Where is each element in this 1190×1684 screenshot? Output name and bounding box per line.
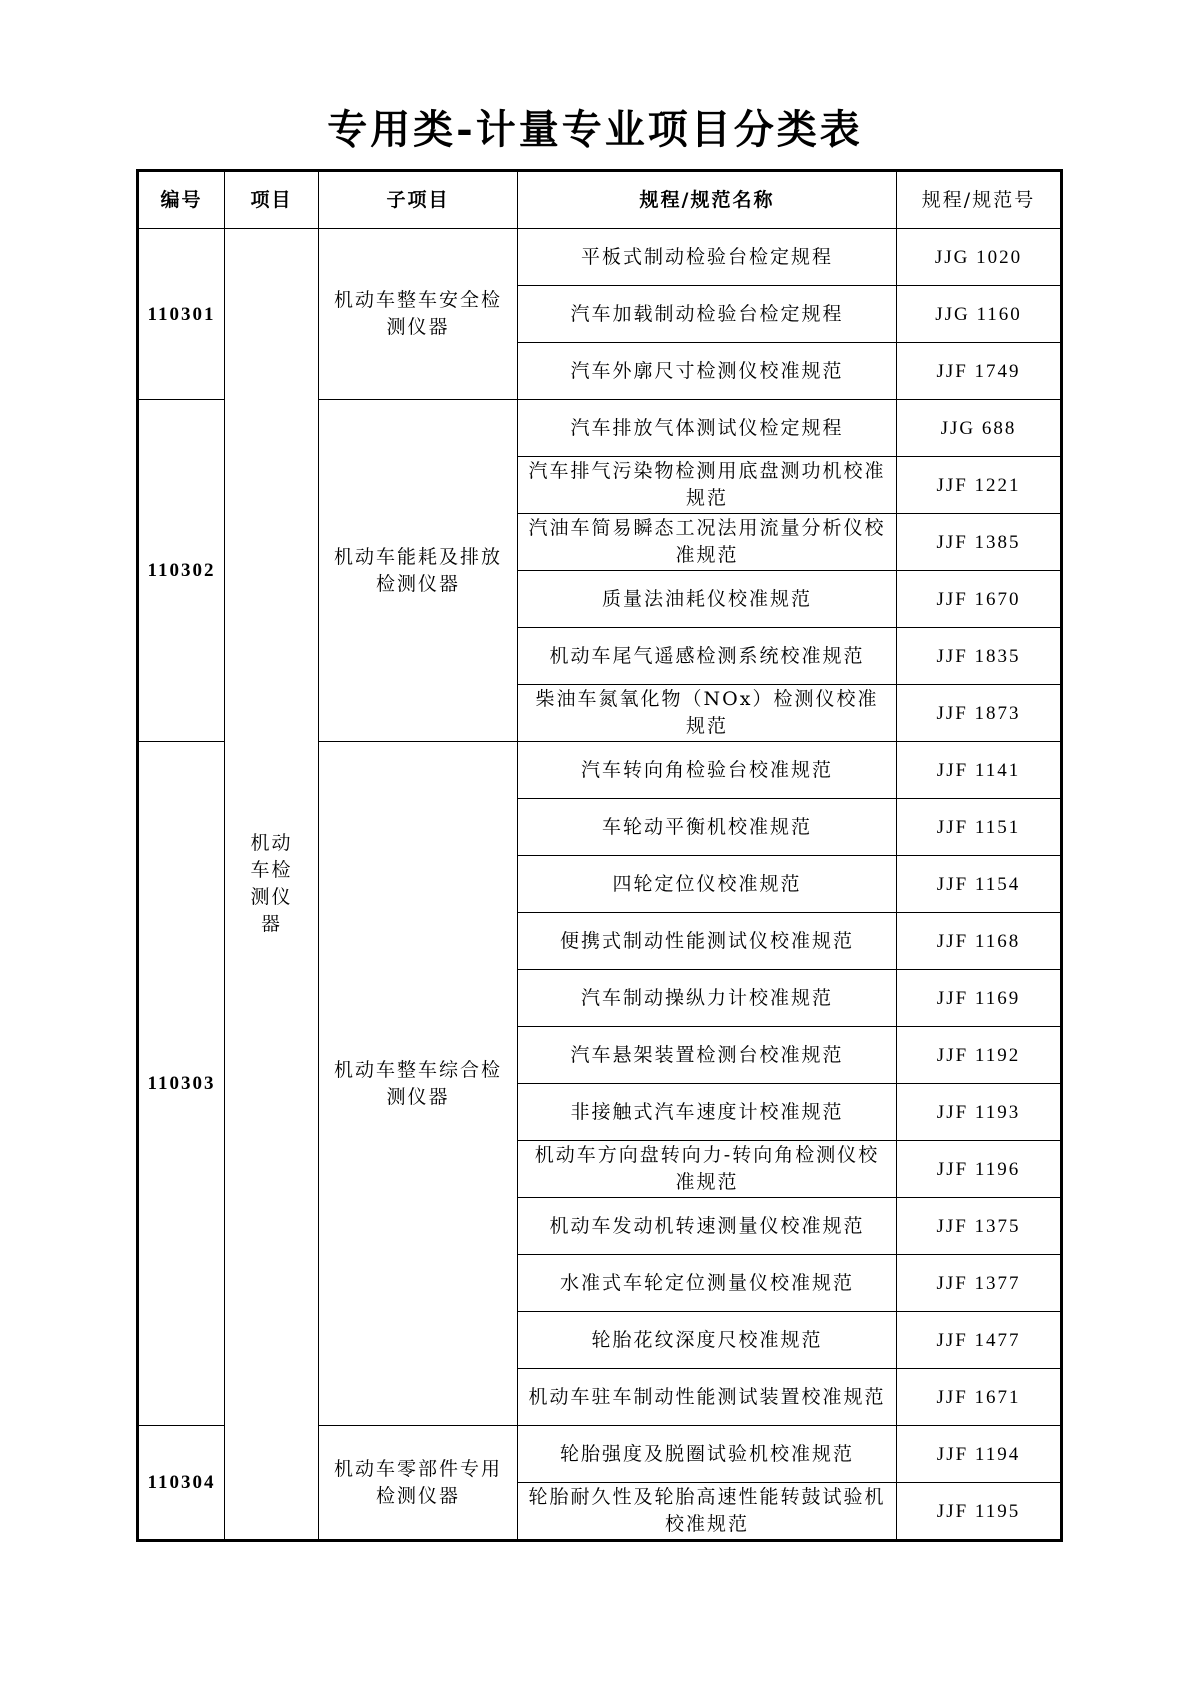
standard-name: 汽车转向角检验台校准规范	[518, 742, 897, 799]
standard-name: 轮胎耐久性及轮胎高速性能转鼓试验机校准规范	[518, 1483, 897, 1541]
standard-number: JJF 1221	[897, 457, 1062, 514]
standard-name: 柴油车氮氧化物（NOx）检测仪校准规范	[518, 685, 897, 742]
standard-number: JJG 1020	[897, 229, 1062, 286]
group-code: 110304	[138, 1426, 225, 1541]
standard-number: JJF 1835	[897, 628, 1062, 685]
standard-number: JJF 1195	[897, 1483, 1062, 1541]
header-number: 规程/规范号	[897, 171, 1062, 229]
standard-name: 汽车外廓尺寸检测仪校准规范	[518, 343, 897, 400]
standard-name: 机动车驻车制动性能测试装置校准规范	[518, 1369, 897, 1426]
classification-table	[136, 169, 1063, 1542]
standard-name: 机动车发动机转速测量仪校准规范	[518, 1198, 897, 1255]
standard-name: 汽油车简易瞬态工况法用流量分析仪校准规范	[518, 514, 897, 571]
standard-name: 水准式车轮定位测量仪校准规范	[518, 1255, 897, 1312]
standard-name: 机动车方向盘转向力-转向角检测仪校准规范	[518, 1141, 897, 1198]
standard-name: 平板式制动检验台检定规程	[518, 229, 897, 286]
group-code: 110303	[138, 742, 225, 1426]
standard-number: JJF 1168	[897, 913, 1062, 970]
header-subitem: 子项目	[319, 171, 518, 229]
standard-number: JJF 1375	[897, 1198, 1062, 1255]
standard-name: 汽车悬架装置检测台校准规范	[518, 1027, 897, 1084]
standard-number: JJF 1671	[897, 1369, 1062, 1426]
standard-number: JJF 1196	[897, 1141, 1062, 1198]
header-row	[138, 171, 1062, 229]
standard-name: 车轮动平衡机校准规范	[518, 799, 897, 856]
standard-number: JJF 1873	[897, 685, 1062, 742]
item-label: 机动车检测仪器	[250, 832, 293, 935]
header-item: 项目	[225, 171, 319, 229]
standard-name: 便携式制动性能测试仪校准规范	[518, 913, 897, 970]
standard-name: 质量法油耗仪校准规范	[518, 571, 897, 628]
subitem-cell: 机动车整车综合检测仪器	[319, 742, 518, 1426]
standard-name: 汽车排气污染物检测用底盘测功机校准规范	[518, 457, 897, 514]
standard-name: 轮胎强度及脱圈试验机校准规范	[518, 1426, 897, 1483]
table-body	[138, 229, 1062, 1541]
standard-number: JJF 1151	[897, 799, 1062, 856]
subitem-cell: 机动车整车安全检测仪器	[319, 229, 518, 400]
header-code: 编号	[138, 171, 225, 229]
page-title: 专用类-计量专业项目分类表	[327, 106, 863, 153]
standard-number: JJF 1194	[897, 1426, 1062, 1483]
standard-name: 四轮定位仪校准规范	[518, 856, 897, 913]
standard-number: JJF 1749	[897, 343, 1062, 400]
group-code: 110301	[138, 229, 225, 400]
standard-name: 非接触式汽车速度计校准规范	[518, 1084, 897, 1141]
standard-name: 汽车排放气体测试仪检定规程	[518, 400, 897, 457]
item-cell	[225, 229, 319, 1541]
standard-number: JJF 1192	[897, 1027, 1062, 1084]
standard-number: JJF 1385	[897, 514, 1062, 571]
standard-name: 轮胎花纹深度尺校准规范	[518, 1312, 897, 1369]
standard-number: JJF 1670	[897, 571, 1062, 628]
header-name: 规程/规范名称	[518, 171, 897, 229]
standard-number: JJF 1477	[897, 1312, 1062, 1369]
group-code: 110302	[138, 400, 225, 742]
standard-name: 汽车加载制动检验台检定规程	[518, 286, 897, 343]
subitem-cell: 机动车能耗及排放检测仪器	[319, 400, 518, 742]
standard-number: JJF 1141	[897, 742, 1062, 799]
standard-number: JJF 1193	[897, 1084, 1062, 1141]
standard-number: JJF 1154	[897, 856, 1062, 913]
standard-number: JJG 1160	[897, 286, 1062, 343]
standard-name: 汽车制动操纵力计校准规范	[518, 970, 897, 1027]
table-row	[138, 229, 1062, 286]
standard-number: JJF 1377	[897, 1255, 1062, 1312]
subitem-cell: 机动车零部件专用检测仪器	[319, 1426, 518, 1541]
standard-number: JJF 1169	[897, 970, 1062, 1027]
standard-number: JJG 688	[897, 400, 1062, 457]
standard-name: 机动车尾气遥感检测系统校准规范	[518, 628, 897, 685]
